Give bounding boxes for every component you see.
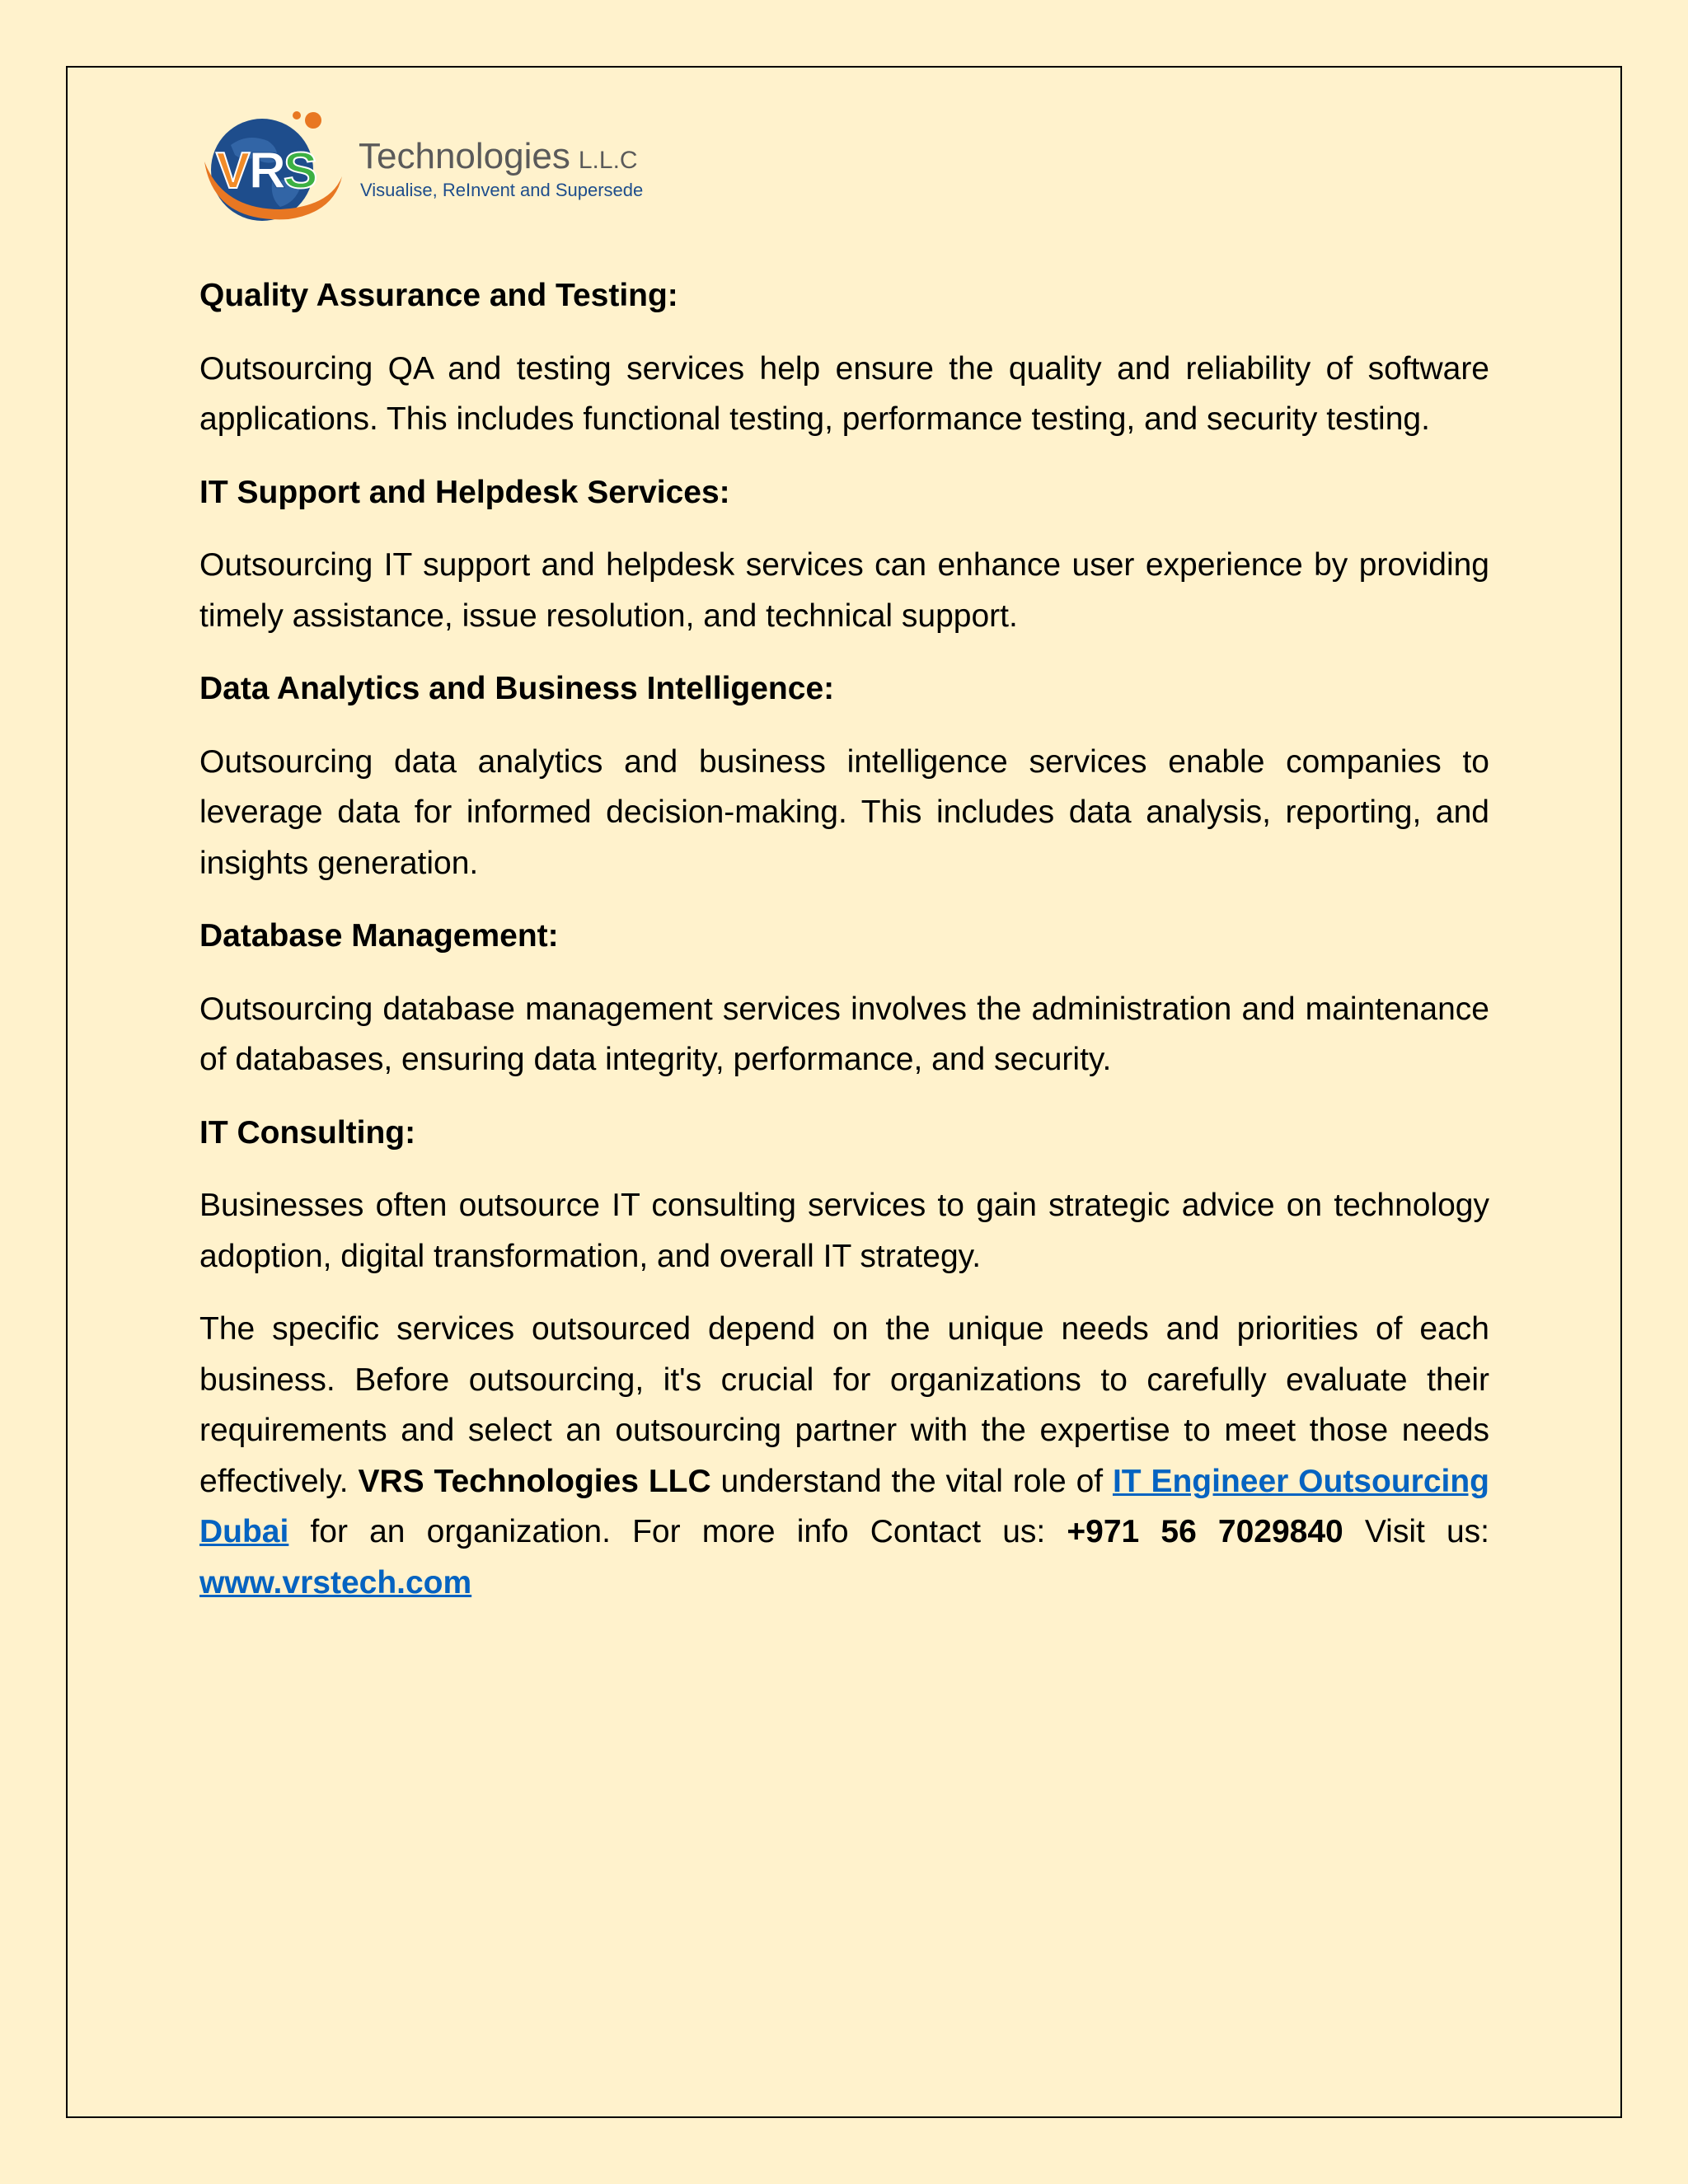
closing-text-1: The specific services outsourced depend on the unique needs and priorities of each business. Before outsourcing, it's crucial for organizations to carefully evaluate their requirements and select an outsourcing partner with the expertise to meet those needs effectively. xyxy=(199,1311,1489,1499)
logo-letter-s: S xyxy=(284,143,318,199)
section-body: Outsourcing QA and testing services help ensure the quality and reliability of software applications. This includes functional testing, performance testing, and security testing. xyxy=(199,350,1489,437)
section-heading: IT Consulting: xyxy=(199,1114,416,1151)
closing-text-4: Visit us: xyxy=(1343,1514,1489,1549)
section-heading: Database Management: xyxy=(199,918,559,954)
section-body: Businesses often outsource IT consulting services to gain strategic advice on technology adoption, digital transformation, and overall IT strategy. xyxy=(199,1188,1489,1274)
website-link[interactable]: www.vrstech.com xyxy=(199,1564,472,1601)
section-heading: IT Support and Helpdesk Services: xyxy=(199,474,730,510)
section-database-management xyxy=(199,911,1489,1085)
contact-phone: +971 56 7029840 xyxy=(1067,1514,1343,1549)
logo-letter-v: V xyxy=(216,143,251,199)
section-qa-testing xyxy=(199,270,1489,445)
section-it-consulting xyxy=(199,1108,1489,1282)
section-body: Outsourcing IT support and helpdesk services can enhance user experience by providing timely assistance, issue resolution, and technical support. xyxy=(199,547,1489,634)
section-it-support xyxy=(199,467,1489,642)
vrs-logo xyxy=(198,104,676,236)
document-body xyxy=(199,270,1489,1630)
section-heading: Data Analytics and Business Intelligence: xyxy=(199,671,835,706)
section-data-analytics xyxy=(199,663,1489,888)
logo-tagline: Visualise, ReInvent and Supersede xyxy=(360,180,644,200)
logo-letter-r: R xyxy=(249,143,286,199)
it-engineer-outsourcing-link[interactable]: IT Engineer Outsourcing Dubai xyxy=(199,1463,1489,1549)
company-name: VRS Technologies LLC xyxy=(358,1463,711,1499)
logo-company-name: Technologies L.L.C xyxy=(359,136,638,176)
closing-paragraph xyxy=(199,1304,1489,1608)
closing-text-3: for an organization. For more info Contact us: xyxy=(288,1514,1067,1549)
section-body: Outsourcing database management services involves the administration and maintenance of databases, ensuring data integrity, performance, and security. xyxy=(199,991,1489,1077)
section-heading: Quality Assurance and Testing: xyxy=(199,278,678,313)
section-body: Outsourcing data analytics and business intelligence services enable companies to leverage data for informed decision-making. This includes data analysis, reporting, and insights generation. xyxy=(199,743,1489,881)
closing-text-2: understand the vital role of xyxy=(710,1463,1113,1499)
